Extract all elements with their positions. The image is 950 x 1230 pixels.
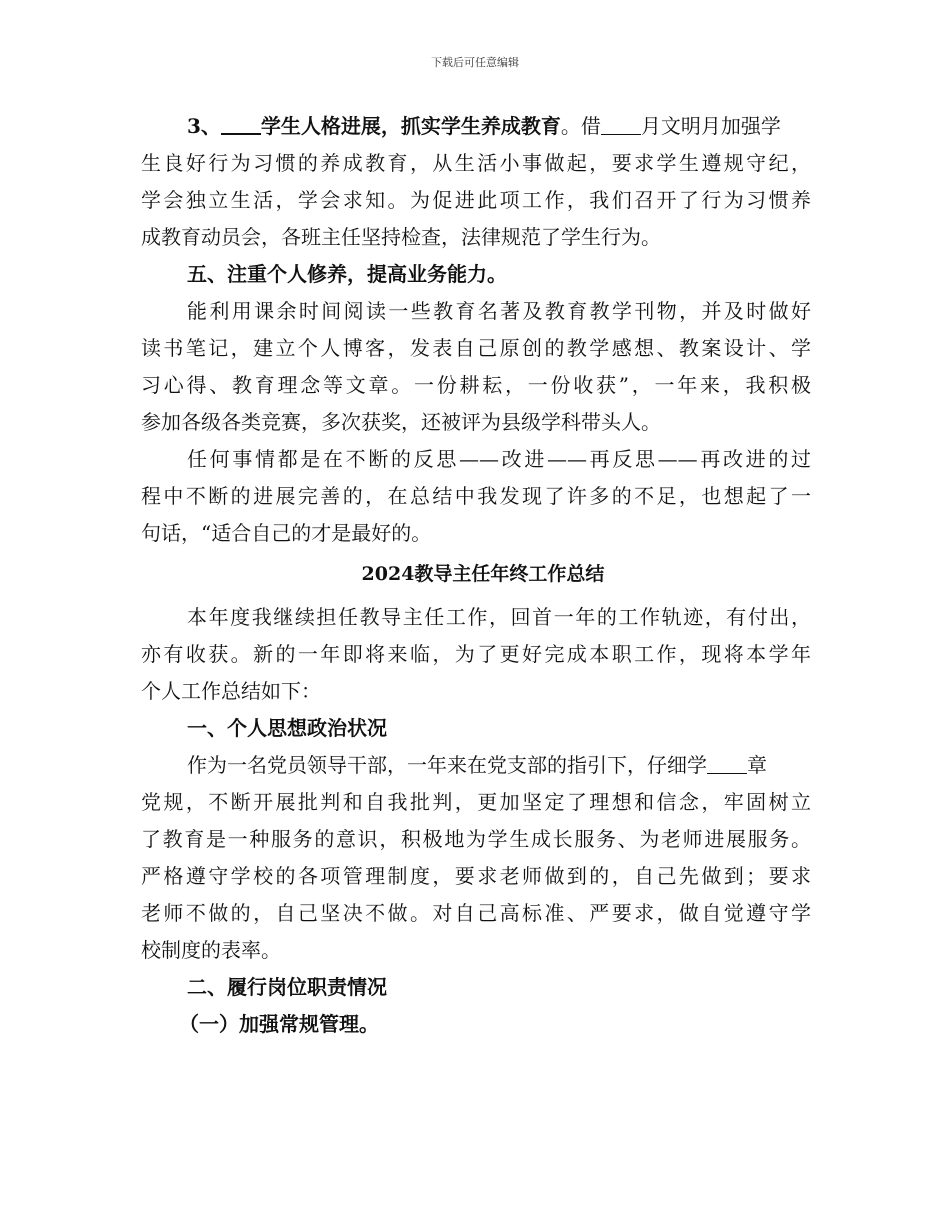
paragraph-line: 严格遵守学校的各项管理制度，要求老师做到的，自己先做到；要求	[141, 864, 811, 888]
paragraph-line: 成教育动员会，各班主任坚持检查，法律规范了学生行为。	[141, 225, 661, 249]
section-heading: 二、履行岗位职责情况	[187, 975, 387, 999]
paragraph-line: 学会独立生活，学会求知。为促进此项工作，我们召开了行为习惯养	[141, 188, 811, 212]
paragraph-line: 句话，“适合自己的才是最好的。	[141, 521, 432, 545]
blank-underline	[601, 114, 641, 135]
text-span: 章	[747, 753, 767, 777]
item-heading: 学生人格进展，抓实学生养成教育	[260, 114, 561, 138]
item-number: 3、	[187, 114, 221, 138]
paragraph-line: 参加各级各类竞赛，多次获奖，还被评为县级学科带头人。	[141, 410, 661, 434]
subsection-heading: （一）加强常规管理。	[179, 1012, 379, 1036]
paragraph-line: 读书笔记，建立个人博客，发表自己原创的教学感想、教案设计、学	[141, 336, 811, 360]
document-title: 2024教导主任年终工作总结	[361, 563, 605, 585]
paragraph-line: 校制度的表率。	[141, 938, 281, 962]
paragraph-line	[141, 108, 811, 145]
paragraph-line: 了教育是一种服务的意识，积极地为学生成长服务、为老师进展服务。	[141, 827, 811, 851]
paragraph-line: 亦有收获。新的一年即将来临，为了更好完成本职工作，现将本学年	[141, 642, 811, 666]
paragraph-line	[141, 747, 811, 784]
page-header: 下载后可任意编辑	[431, 56, 519, 69]
blank-underline	[221, 113, 261, 135]
paragraph-line: 生良好行为习惯的养成教育，从生活小事做起，要求学生遵规守纪，	[141, 151, 811, 175]
document-body	[141, 108, 811, 1043]
paragraph-line: 程中不断的进展完善的，在总结中我发现了许多的不足，也想起了一	[141, 484, 811, 508]
blank-underline	[707, 753, 747, 774]
section-heading: 一、个人思想政治状况	[187, 716, 387, 740]
paragraph-line: 老师不做的，自己坚决不做。对自己高标准、严要求，做自觉遵守学	[141, 901, 811, 925]
text-span: 作为一名党员领导干部，一年来在党支部的指引下，仔细学	[187, 753, 707, 777]
paragraph-line: 本年度我继续担任教导主任工作，回首一年的工作轨迹，有付出，	[187, 605, 811, 629]
paragraph-line: 个人工作总结如下：	[141, 679, 321, 703]
paragraph-line: 任何事情都是在不断的反思——改进——再反思——再改进的过	[187, 447, 811, 471]
paragraph-line: 党规，不断开展批判和自我批判，更加坚定了理想和信念，牢固树立	[141, 790, 811, 814]
section-heading: 五、注重个人修养，提高业务能力。	[187, 262, 507, 286]
paragraph-line: 能利用课余时间阅读一些教育名著及教育教学刊物，并及时做好	[187, 299, 811, 323]
paragraph-line: 习心得、教育理念等文章。一份耕耘，一份收获”，一年来，我积极	[141, 373, 811, 397]
text-span: 。借	[560, 114, 601, 138]
text-span: 月文明月加强学	[640, 114, 781, 138]
